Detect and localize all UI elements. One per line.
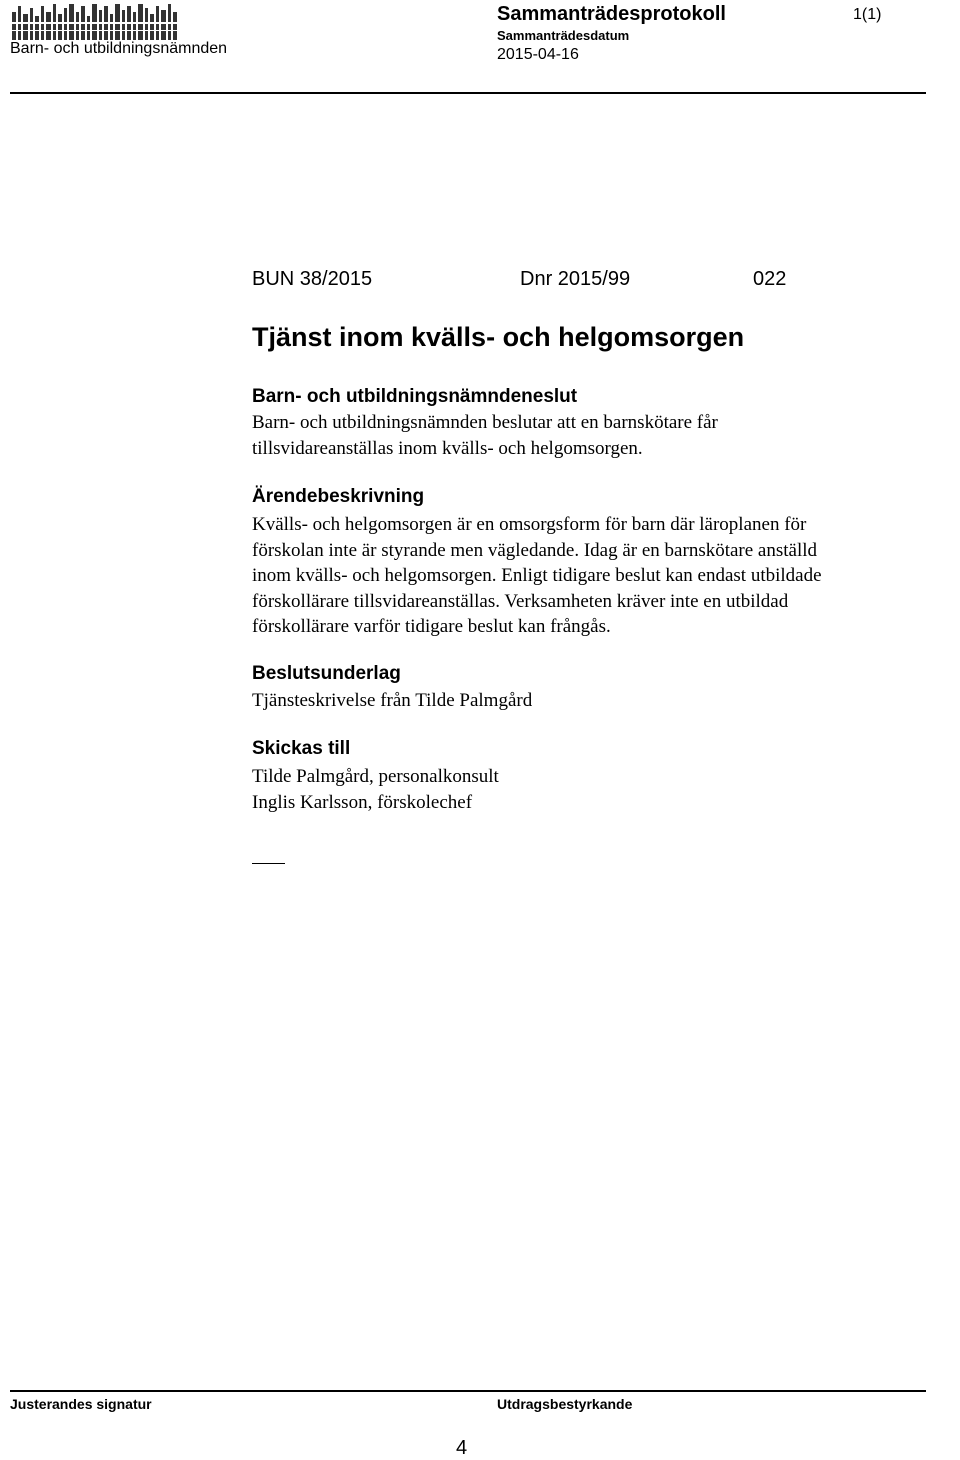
- header-divider: [10, 92, 926, 94]
- page-count: 1(1): [853, 6, 882, 23]
- send-to-heading: Skickas till: [252, 738, 351, 759]
- recipient: Tilde Palmgård, personalkonsult: [252, 766, 499, 787]
- send-to-list: [252, 764, 499, 815]
- footer-divider: [10, 1390, 926, 1392]
- committee-name: Barn- och utbildningsnämnden: [10, 40, 228, 57]
- page-number: 4: [456, 1437, 468, 1459]
- case-code: 022: [753, 268, 787, 290]
- document-title: Sammanträdesprotokoll: [497, 3, 726, 25]
- case-title: Tjänst inom kvälls- och helgomsorgen: [252, 322, 745, 352]
- description-line: inom kvälls- och helgomsorgen. Enligt tidigare beslut kan endast utbildade: [252, 565, 822, 586]
- municipality-logo-icon: [10, 2, 178, 42]
- recipient: Inglis Karlsson, förskolechef: [252, 791, 473, 813]
- end-divider: [252, 863, 285, 864]
- basis-text: [252, 688, 532, 714]
- description-heading: Ärendebeskrivning: [252, 486, 425, 507]
- description-text: [252, 512, 822, 640]
- case-number: BUN 38/2015: [252, 268, 373, 290]
- decision-line: Barn- och utbildningsnämnden beslutar att en barnskötare får: [252, 412, 718, 433]
- decision-line: tillsvidareanställas inom kvälls- och helgomsorgen.: [252, 437, 643, 459]
- decision-heading: Barn- och utbildningsnämndeneslut: [252, 386, 578, 407]
- description-line: förskollärare varför tidigare beslut kan frångås.: [252, 616, 611, 637]
- registration-number: Dnr 2015/99: [520, 268, 631, 290]
- signature-label: Justerandes signatur: [10, 1396, 152, 1412]
- description-line: Kvälls- och helgomsorgen är en omsorgsform för barn där läroplanen för: [252, 514, 807, 535]
- decision-text: [252, 410, 718, 461]
- meeting-date-value: 2015-04-16: [497, 46, 579, 63]
- description-line: förskollärare tillsvidareanställas. Verksamheten kräver inte en utbildad: [252, 590, 789, 612]
- description-line: förskolan inte är styrande men vägledande. Idag är en barnskötare anställd: [252, 539, 818, 561]
- meeting-date-label: Sammanträdesdatum: [497, 28, 630, 43]
- certification-label: Utdragsbestyrkande: [497, 1396, 633, 1412]
- basis-heading: Beslutsunderlag: [252, 663, 401, 684]
- basis-line: Tjänsteskrivelse från Tilde Palmgård: [252, 690, 533, 711]
